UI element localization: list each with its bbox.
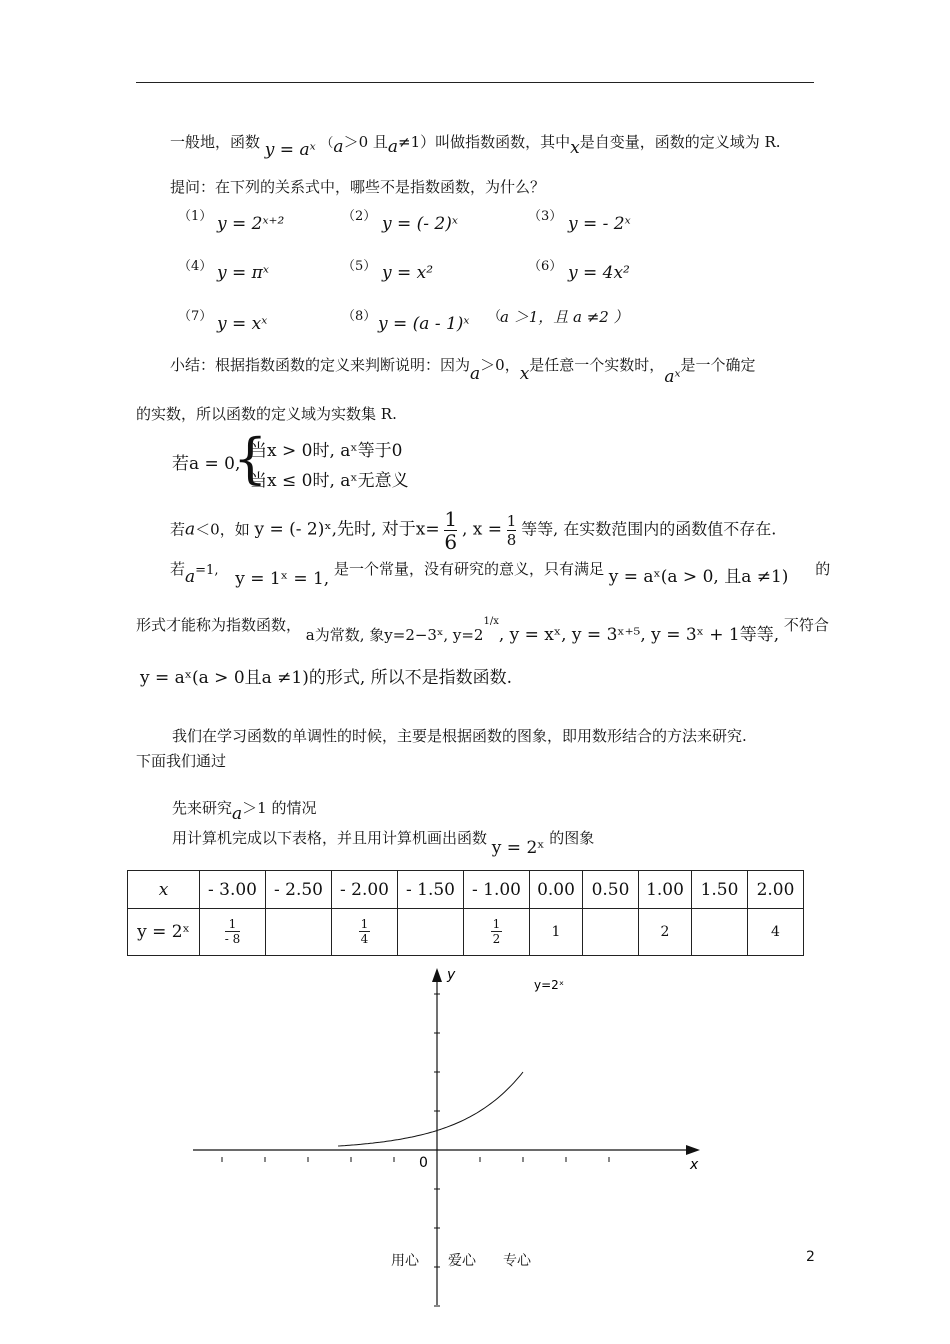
one-case-text: 是一个常量，没有研究的意义，只有满足 — [333, 560, 604, 578]
case-number: （1） — [178, 209, 213, 224]
table-row-label: y = 2ˣ — [128, 909, 200, 956]
case-number: （3） — [528, 209, 563, 224]
brace-symbol: { — [233, 427, 268, 490]
case-expression: y = x² — [382, 263, 434, 283]
summary-text: 是一个确定 — [680, 356, 756, 374]
neg-case-formula: y = (- 2)ˣ,先时, 对于x= — [254, 519, 440, 540]
one-case-examples: a为常数, 象y=2−3ˣ, y=2 — [305, 626, 484, 644]
one-case-text: 若 — [170, 560, 186, 578]
page-number: 2 — [806, 1249, 815, 1265]
table-cell: - 1.00 — [464, 871, 530, 909]
zero-case-row-1: 当x > 0时, aˣ等于0 — [250, 441, 403, 461]
study-line-1: 我们在学习函数的单调性的时候，主要是根据函数的图象，即用数形结合的方法来研究. — [172, 727, 747, 745]
table-cell: - 2.00 — [332, 871, 398, 909]
study-line-2: 下面我们通过 — [136, 752, 227, 770]
study-var: a — [232, 804, 243, 824]
study-text: 先来研究 — [172, 799, 233, 817]
fraction-numerator: 1 — [444, 507, 458, 531]
summary-text: ＞0， — [480, 356, 520, 374]
footer-motto-3: 专心 — [503, 1253, 531, 1269]
intro-text: ＞0 且 — [343, 133, 388, 151]
case-condition: a ＞1，且 a ≠2 ） — [500, 308, 629, 326]
table-cell: - 2.50 — [266, 871, 332, 909]
zero-case-row-2: 当x ≤ 0时, aˣ无意义 — [250, 471, 409, 491]
intro-text: ≠1）叫做指数函数，其中 — [398, 133, 571, 151]
table-cell: 2.00 — [748, 871, 804, 909]
neg-case-var: a — [185, 519, 196, 540]
study-formula: y = 2ˣ — [491, 838, 545, 858]
table-cell: 1 — [530, 909, 583, 956]
case-expression: y = - 2ˣ — [568, 214, 631, 234]
one-case-exponent: 1/x — [483, 616, 499, 627]
one-case-formula: y = 1ˣ = 1, — [235, 569, 330, 589]
origin-label: 0 — [419, 1155, 428, 1171]
case-expression: y = (a - 1)ˣ — [378, 314, 470, 334]
case-expression: y = 2ˣ⁺² — [217, 214, 285, 234]
zero-case-lead: 若a = 0, — [172, 454, 241, 474]
x-axis-label: x — [690, 1157, 699, 1173]
fraction-denominator: 6 — [444, 530, 458, 554]
x-axis-arrow — [686, 1145, 700, 1155]
table-cell: 2 — [639, 909, 692, 956]
intro-text: （ — [320, 136, 334, 151]
table-cell: 1.00 — [639, 871, 692, 909]
one-case-text: =1, — [195, 563, 219, 578]
summary-var: x — [519, 364, 530, 384]
one-case-line-3: y = aˣ(a > 0且a ≠1)的形式, 所以不是指数函数. — [140, 668, 513, 688]
table-cell: 1.50 — [692, 871, 748, 909]
summary-line-2: 的实数，所以函数的定义域为实数集 R. — [136, 405, 397, 423]
study-text: ＞1 的情况 — [242, 799, 317, 817]
one-case-text: 不符合 — [783, 616, 829, 634]
case-expression: y = πˣ — [217, 263, 269, 283]
table-cell: - 1.50 — [398, 871, 464, 909]
fraction-numerator: 1 — [360, 916, 369, 931]
case-number: （7） — [178, 309, 213, 324]
intro-var: a — [333, 137, 344, 157]
case-expression: y = (- 2)ˣ — [382, 214, 458, 234]
curve-label: y=2ˣ — [534, 978, 565, 992]
question-text: 提问：在下列的关系式中，哪些不是指数函数，为什么？ — [170, 178, 546, 196]
table-cell: 0.00 — [530, 871, 583, 909]
intro-text: 是自变量，函数的定义域为 R. — [579, 133, 781, 151]
case-expression: y = xˣ — [217, 314, 268, 334]
study-text: 的图象 — [549, 829, 595, 847]
neg-case-text: 如 — [234, 520, 250, 539]
case-number: （5） — [342, 259, 377, 274]
case-number: （6） — [528, 259, 563, 274]
case-number: （4） — [178, 259, 213, 274]
one-case-examples: , y = xˣ, y = 3ˣ⁺⁵, y = 3ˣ + 1等等, — [498, 625, 780, 645]
y-axis-label: y — [447, 967, 456, 983]
summary-text: 小结：根据指数函数的定义来判断说明：因为 — [170, 356, 471, 374]
one-case-text: 的 — [815, 560, 831, 578]
fraction-denominator: - 8 — [224, 931, 241, 946]
intro-text: 一般地，函数 — [170, 133, 261, 151]
case-expression: y = 4x² — [568, 263, 630, 283]
fraction-numerator: 1 — [506, 512, 517, 530]
neg-case-text: 等等, 在实数范围内的函数值不存在. — [521, 519, 777, 539]
table-cell: 4 — [748, 909, 804, 956]
one-case-formula: y = aˣ(a > 0, 且a ≠1) — [608, 567, 789, 587]
table-header-label: x — [128, 871, 200, 909]
table-cell: 0.50 — [583, 871, 639, 909]
footer-motto-2: 爱心 — [448, 1253, 476, 1269]
footer-motto-1: 用心 — [391, 1253, 419, 1269]
case-number: （2） — [342, 209, 377, 224]
neg-case-formula: , x = — [461, 519, 502, 540]
intro-var: x — [570, 138, 580, 158]
fraction-numerator: 1 — [225, 917, 241, 932]
fraction-denominator: 4 — [360, 931, 369, 946]
one-case-var: a — [185, 567, 196, 587]
table-cell: - 3.00 — [200, 871, 266, 909]
neg-case-text: 若 — [170, 520, 186, 539]
one-case-text: 形式才能称为指数函数， — [136, 616, 302, 634]
fraction-numerator: 1 — [492, 916, 501, 931]
intro-var: a — [387, 137, 399, 157]
neg-case-text: ＜0， — [195, 520, 235, 539]
y-axis-arrow — [432, 968, 442, 982]
summary-var: aˣ — [664, 367, 681, 387]
intro-formula: y = aˣ — [264, 140, 316, 160]
case-number: （8） — [342, 309, 377, 324]
summary-text: 是任意一个实数时， — [529, 356, 665, 374]
case-number: （ — [488, 309, 502, 324]
study-text: 用计算机完成以下表格，并且用计算机画出函数 — [172, 829, 488, 847]
fraction-denominator: 8 — [506, 531, 517, 549]
curve-series — [338, 1072, 523, 1146]
summary-var: a — [470, 364, 481, 384]
fraction-denominator: 2 — [492, 931, 501, 946]
